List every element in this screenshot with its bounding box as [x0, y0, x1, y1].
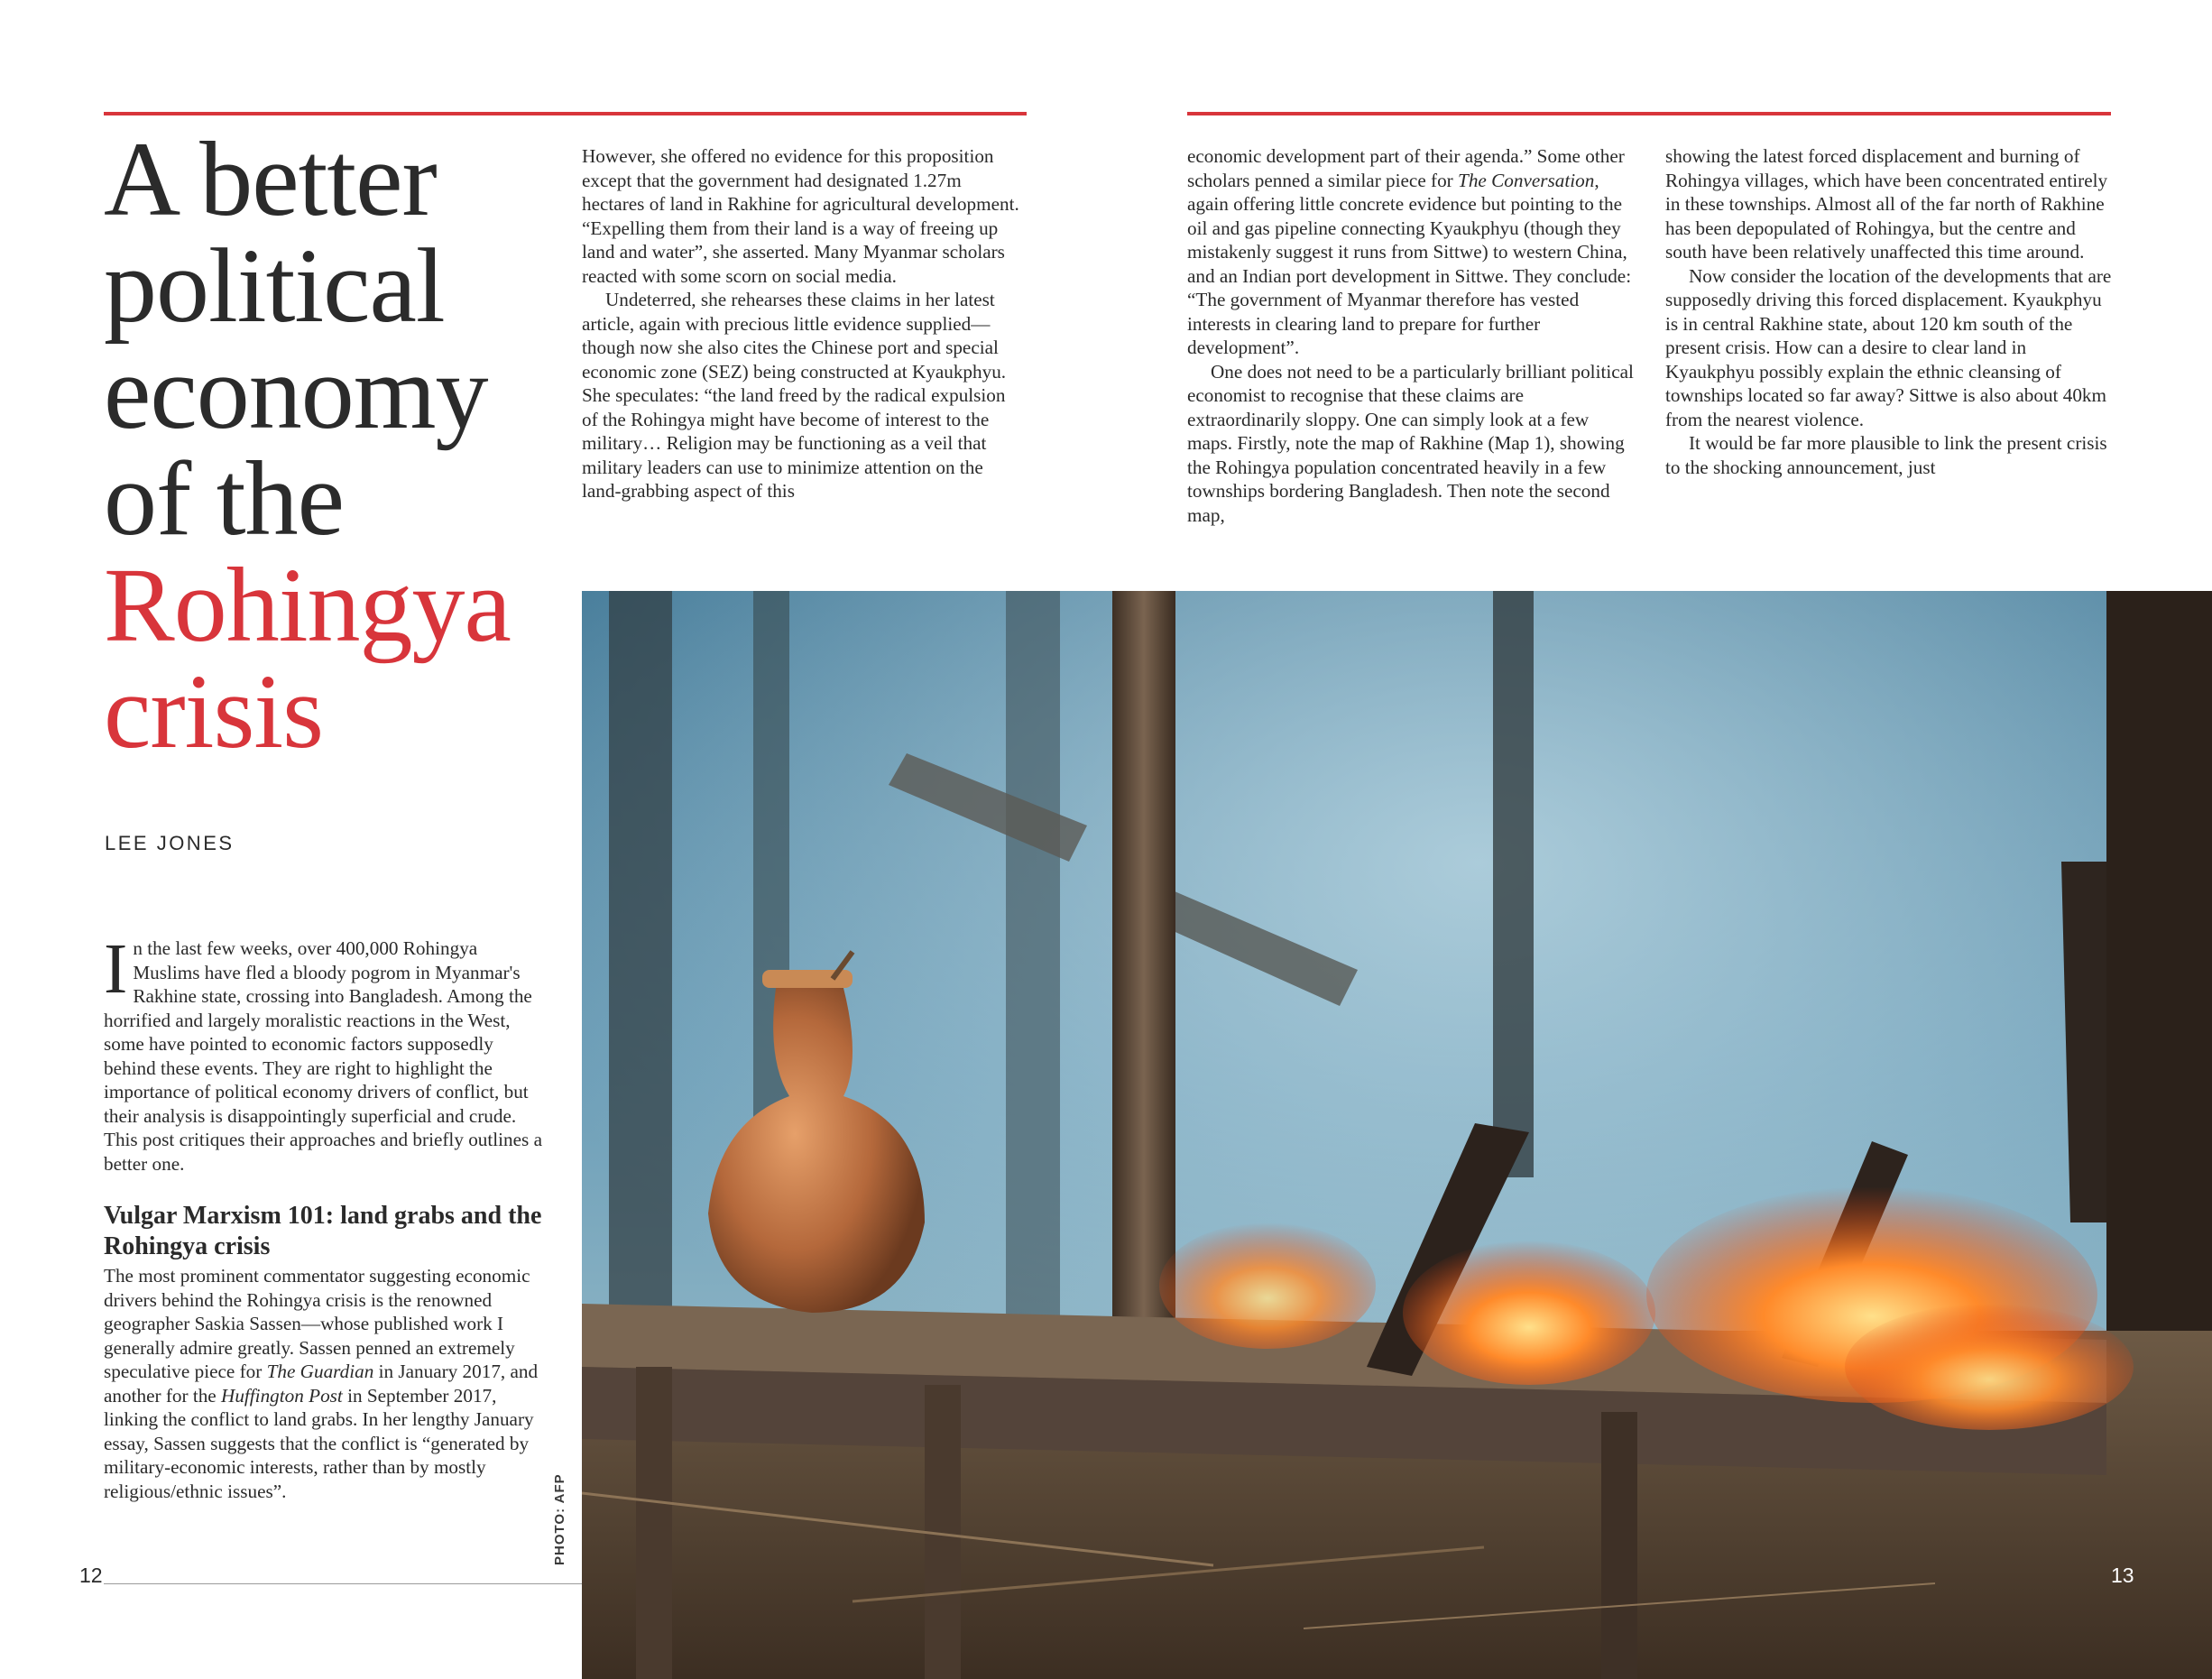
paragraph: It would be far more plausible to link the present crisis to the shocking announcement, just	[1665, 432, 2107, 478]
headline-line: political	[104, 226, 445, 345]
publication-name: Huffington Post	[221, 1384, 343, 1407]
paragraph: Undeterred, she rehearses these claims in her latest article, again with precious little evidence supplied—though now she also cites the Chinese port and special economic zone (SEZ) being constructed at Kyaukphyu. She speculates: “the land freed by the radical expulsion of the Rohingya might have become of interest to the military… Religion may be functioning as a veil that military leaders can use to minimize attention on the land-grabbing aspect of this	[582, 289, 1007, 502]
text-run: in September 2017, linking the conflict to land grabs. In her lengthy January essay, Sassen suggests that the conflict is “generated by military-economic interests, rather than by mostly religious/ethnic issues”.	[104, 1384, 534, 1502]
publication-name: The Guardian	[266, 1361, 374, 1382]
paragraph: One does not need to be a particularly brilliant political economist to recognise that these claims are extraordinarily sloppy. One can simply look at a few maps. Firstly, note the map of Rakhine (Map 1), showing the Rohingya population concentrated heavily in a few townships bordering Bangladesh. Then note the second map,	[1187, 360, 1634, 526]
intro-text: n the last few weeks, over 400,000 Rohingya Muslims have fled a bloody pogrom in Myanmar's Rakhine state, crossing into Bangladesh. Among the horrified and largely moralistic reactions in the West, some have pointed to economic factors supposedly behind these events. They are right to highlight the importance of political economy drivers of conflict, but their analysis is disappointingly superficial and crude. This post critiques their approaches and briefly outlines a better one.	[104, 937, 542, 1175]
headline-line: of the	[104, 439, 344, 558]
top-rule-right	[1187, 112, 2111, 115]
page-number-right: 13	[2111, 1564, 2134, 1587]
section-paragraph	[104, 1264, 548, 1503]
paragraph: showing the latest forced displacement and burning of Rohingya villages, which have been concentrated entirely in these townships. Almost all of the far north of Rakhine has been depopulated of Rohingya, but the centre and south have been relatively unaffected this time around.	[1665, 145, 2108, 263]
column-2	[582, 144, 1024, 503]
intro-paragraph	[104, 930, 548, 1176]
article-headline	[104, 120, 573, 770]
headline-line-accent: crisis	[104, 652, 324, 770]
author-byline: LEE JONES	[105, 832, 235, 854]
headline-line: economy	[104, 333, 488, 451]
page-number-left: 12	[79, 1564, 103, 1587]
paragraph	[1187, 144, 1636, 360]
column-4	[1665, 144, 2115, 479]
text-run: , again offering little concrete evidence but pointing to the oil and gas pipeline connecting Kyaukphyu (though they mistakenly suggest it runs from Sittwe) to western China, and an Indian port development in Sittwe. They conclude: “The government of Myanmar therefore has vested interests in clearing land to prepare for further development”.	[1187, 169, 1632, 358]
text-run: economic development part of their agenda.” Some other scholars penned a similar piece for	[1187, 145, 1625, 191]
headline-line-accent: Rohingya	[104, 546, 511, 664]
headline-line: A better	[104, 120, 437, 238]
paragraph: However, she offered no evidence for this proposition except that the government had designated 1.27m hectares of land in Rakhine for agricultural development. “Expelling them from their land is a way of freeing up land and water”, she asserted. Many Myanmar scholars reacted with some scorn on social media.	[582, 145, 1019, 287]
photo-credit: PHOTO: AFP	[552, 1473, 567, 1565]
column-1	[104, 930, 548, 1503]
text-run: The most prominent commentator suggesting economic drivers behind the Rohingya crisis is the renowned geographer Saskia Sassen—whose published work I generally admire greatly. Sassen penned an extremely speculative piece for	[104, 1265, 530, 1382]
text-run: in January 2017, and another for the	[104, 1361, 539, 1407]
section-subhead: Vulgar Marxism 101: land grabs and the Rohingya crisis	[104, 1202, 542, 1260]
burning-village-photo	[582, 591, 2212, 1679]
paragraph: Now consider the location of the developments that are supposedly driving this forced displacement. Kyaukphyu is in central Rakhine state, about 120 km south of the present crisis. How can a desire to clear land in Kyaukphyu possibly explain the ethnic cleansing of townships located so far away? Sittwe is also about 40km from the nearest violence.	[1665, 264, 2112, 430]
bottom-rule-left	[104, 1583, 582, 1584]
top-rule-left	[104, 112, 1027, 115]
column-3	[1187, 144, 1636, 527]
publication-name: The Conversation	[1458, 169, 1595, 191]
drop-cap: I	[104, 930, 128, 1009]
